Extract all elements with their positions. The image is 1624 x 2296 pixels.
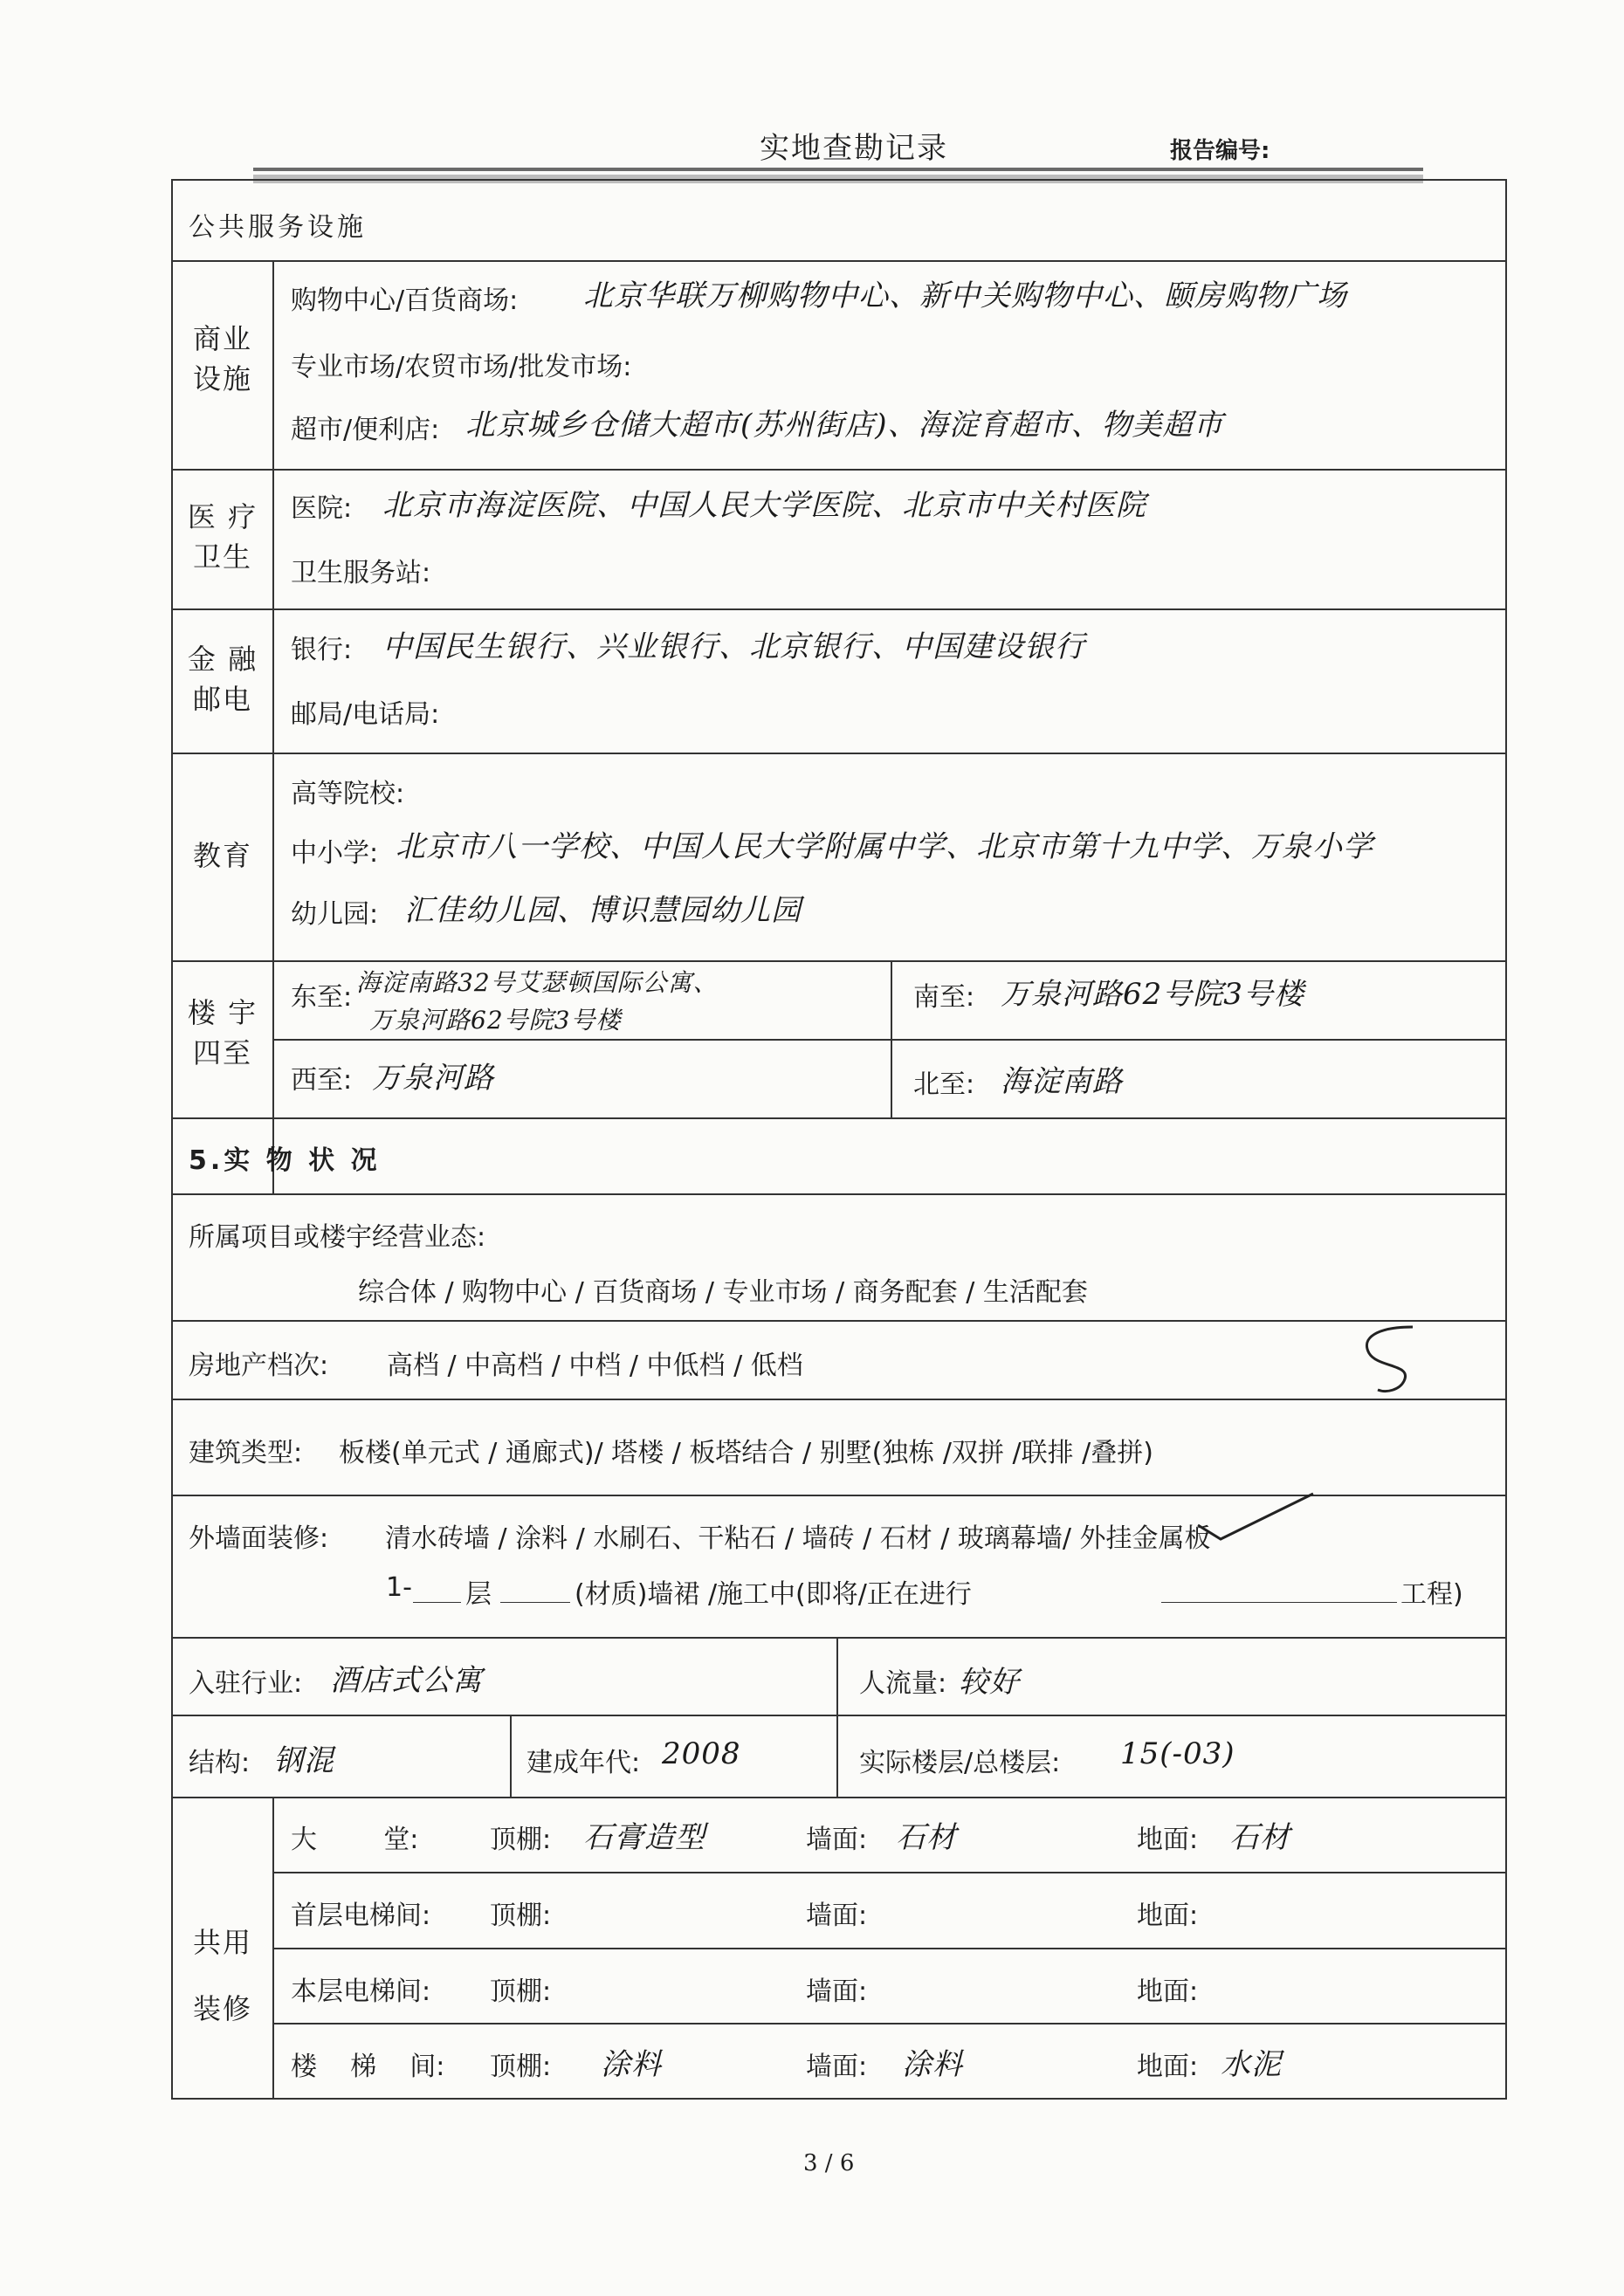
bank-value: 中国民生银行、兴业银行、北京银行、中国建设银行 <box>382 629 1085 664</box>
label-shared-decoration: 共用 装修 <box>192 1926 252 2025</box>
lobby-floor-value: 石材 <box>1229 1820 1290 1855</box>
facade-line2-material: (材质)墙裙 /施工中(即将/正在进行 <box>575 1579 972 1610</box>
year-value: 2008 <box>662 1736 741 1771</box>
facade-check-mark <box>1194 1490 1317 1543</box>
column-divider <box>272 1797 274 2100</box>
business-options: 综合体 / 购物中心 / 百货商场 / 专业市场 / 商务配套 / 生活配套 <box>358 1277 1088 1308</box>
label-boundary: 楼 宇 四至 <box>187 996 258 1069</box>
supermarket-label: 超市/便利店: <box>291 415 440 445</box>
facade-blank-floor <box>413 1602 461 1603</box>
school-value: 北京市八一学校、中国人民大学附属中学、北京市第十九中学、万泉小学 <box>396 829 1373 864</box>
lobby-floor-label: 地面: <box>1137 1825 1199 1855</box>
this-floor-ceiling-label: 顶棚: <box>490 1976 552 2007</box>
row-divider <box>274 1872 1505 1873</box>
year-label: 建成年代: <box>526 1748 641 1778</box>
building-type-label: 建筑类型: <box>189 1438 303 1468</box>
market-label: 专业市场/农贸市场/批发市场: <box>291 352 632 382</box>
column-divider <box>891 960 892 1117</box>
bank-label: 银行: <box>291 635 353 665</box>
south-label: 南至: <box>913 982 975 1013</box>
row-divider <box>173 1320 1505 1322</box>
school-label: 中小学: <box>291 838 379 869</box>
lobby-wall-value: 石材 <box>896 1820 957 1855</box>
section-title-physical: 5.实 物 状 况 <box>189 1145 381 1176</box>
row-divider <box>173 753 1505 754</box>
this-floor-wall-label: 墙面: <box>806 1976 868 2007</box>
section-title-public: 公共服务设施 <box>189 212 367 243</box>
row-divider <box>173 1797 1505 1798</box>
stairwell-floor-value: 水泥 <box>1221 2047 1282 2082</box>
header-rule <box>253 168 1423 171</box>
industry-label: 入驻行业: <box>189 1668 303 1699</box>
row-divider <box>274 1948 1505 1949</box>
label-commercial: 商业 设施 <box>192 322 252 395</box>
grade-options: 高档 / 中高档 / 中档 / 中低档 / 低档 <box>387 1351 803 1381</box>
floors-value: 15(-03) <box>1120 1736 1235 1771</box>
grade-label: 房地产档次: <box>189 1351 329 1381</box>
this-floor-floor-label: 地面: <box>1137 1976 1199 2007</box>
south-value: 万泉河路62号院3号楼 <box>1001 977 1304 1012</box>
column-divider <box>510 1715 512 1797</box>
lobby-ceiling-label: 顶棚: <box>490 1825 552 1855</box>
hospital-label: 医院: <box>291 493 353 524</box>
lobby-wall-label: 墙面: <box>806 1825 868 1855</box>
label-finance: 金 融 邮电 <box>187 643 258 716</box>
shopping-value: 北京华联万柳购物中心、新中关购物中心、颐房购物广场 <box>583 278 1347 313</box>
row-divider <box>173 1637 1505 1639</box>
this-floor-elevator-name: 本层电梯间: <box>291 1976 431 2007</box>
east-label: 东至: <box>291 982 353 1013</box>
row-divider <box>173 260 1505 262</box>
post-office-label: 邮局/电话局: <box>291 699 440 730</box>
structure-label: 结构: <box>189 1748 251 1778</box>
lobby-ceiling-value: 石膏造型 <box>583 1820 705 1855</box>
grade-handwritten-mark <box>1352 1320 1430 1399</box>
facade-label: 外墙面装修: <box>189 1523 329 1554</box>
first-floor-ceiling-label: 顶棚: <box>490 1901 552 1931</box>
row-divider <box>173 1399 1505 1400</box>
row-divider <box>173 1117 1505 1119</box>
report-number-label: 报告编号: <box>1170 138 1270 164</box>
college-label: 高等院校: <box>291 779 405 809</box>
north-value: 海淀南路 <box>1001 1064 1123 1099</box>
floors-label: 实际楼层/总楼层: <box>859 1748 1061 1778</box>
page-number: 3 / 6 <box>803 2150 855 2176</box>
first-floor-elevator-name: 首层电梯间: <box>291 1901 431 1931</box>
traffic-label: 人流量: <box>859 1668 947 1699</box>
row-divider <box>173 960 1505 962</box>
stairwell-floor-label: 地面: <box>1137 2052 1199 2082</box>
stairwell-wall-label: 墙面: <box>806 2052 868 2082</box>
hospital-value: 北京市海淀医院、中国人民大学医院、北京市中关村医院 <box>382 488 1146 523</box>
west-value: 万泉河路 <box>372 1061 494 1096</box>
row-divider <box>173 1715 1505 1716</box>
traffic-value: 较好 <box>959 1665 1020 1700</box>
stairwell-wall-value: 涂料 <box>902 2047 963 2082</box>
stairwell-name: 楼 梯 间: <box>291 2052 445 2082</box>
facade-line2-floor: 层 <box>465 1579 492 1610</box>
row-divider <box>274 1039 1505 1041</box>
label-education: 教育 <box>192 839 252 872</box>
first-floor-wall-label: 墙面: <box>806 1901 868 1931</box>
health-station-label: 卫生服务站: <box>291 558 431 588</box>
stairwell-ceiling-label: 顶棚: <box>490 2052 552 2082</box>
industry-value: 酒店式公寓 <box>330 1663 483 1698</box>
supermarket-value: 北京城乡仓储大超市(苏州街店)、海淀育超市、物美超市 <box>465 408 1224 443</box>
east-value-1: 海淀南路32号艾瑟顿国际公寓、 <box>356 968 719 997</box>
row-divider <box>274 2023 1505 2024</box>
facade-blank-material <box>500 1602 570 1603</box>
stairwell-ceiling-value: 涂料 <box>601 2047 662 2082</box>
facade-line2-prefix: 1- <box>386 1572 412 1603</box>
building-type-options: 板楼(单元式 / 通廊式)/ 塔楼 / 板塔结合 / 别墅(独栋 /双拼 /联排 /叠拼) <box>339 1438 1153 1468</box>
north-label: 北至: <box>913 1069 975 1100</box>
business-label: 所属项目或楼宇经营业态: <box>189 1222 486 1253</box>
facade-options: 清水砖墙 / 涂料 / 水刷石、干粘石 / 墙砖 / 石材 / 玻璃幕墙/ 外挂金属板 <box>385 1523 1211 1554</box>
kindergarten-value: 汇佳幼儿园、博识慧园幼儿园 <box>404 893 802 928</box>
lobby-name: 大 堂: <box>291 1825 419 1855</box>
shopping-label: 购物中心/百货商场: <box>291 285 519 316</box>
survey-form <box>171 179 1507 2100</box>
facade-line2-suffix: 工程) <box>1400 1579 1463 1610</box>
first-floor-floor-label: 地面: <box>1137 1901 1199 1931</box>
label-medical: 医 疗 卫生 <box>187 500 258 574</box>
column-divider <box>836 1637 838 1797</box>
west-label: 西至: <box>291 1065 353 1096</box>
row-divider <box>173 608 1505 610</box>
kindergarten-label: 幼儿园: <box>291 899 379 930</box>
row-divider <box>173 1193 1505 1195</box>
east-value-2: 万泉河路62号院3号楼 <box>369 1006 622 1035</box>
facade-blank-project <box>1161 1602 1397 1603</box>
page-title: 实地查勘记录 <box>760 131 948 166</box>
structure-value: 钢混 <box>273 1743 334 1778</box>
column-divider <box>272 260 274 1193</box>
row-divider <box>173 469 1505 471</box>
